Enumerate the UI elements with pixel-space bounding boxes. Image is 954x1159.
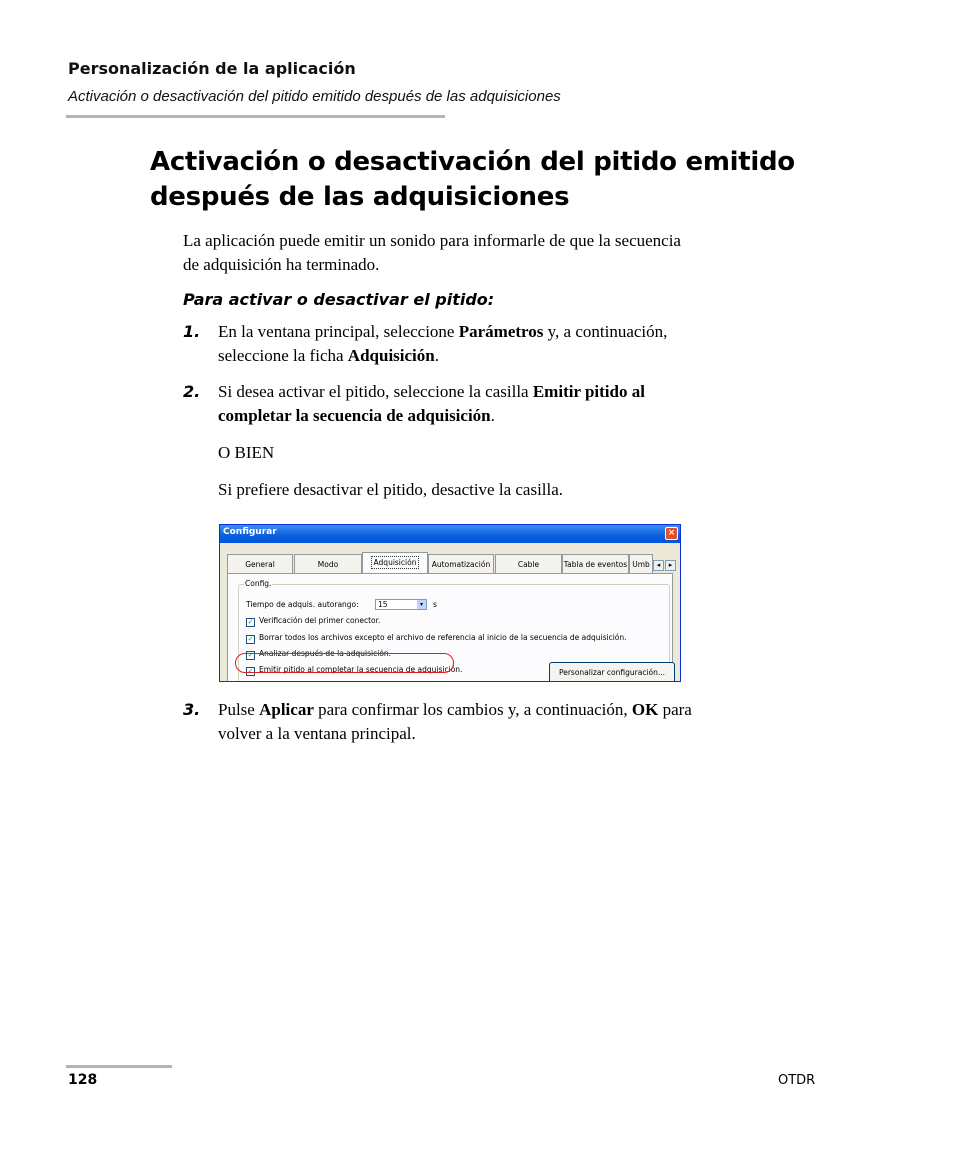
alt-instruction: Si prefiere desactivar el pitido, desactive la casilla.	[218, 480, 564, 499]
adquisicion-term: Adquisición	[347, 346, 435, 365]
page-title	[150, 145, 870, 215]
checkbox-analyze[interactable]: ✓	[247, 651, 254, 659]
tab-cable[interactable]: Cable	[495, 554, 562, 573]
autorange-value: 15	[378, 600, 388, 609]
checkbox-name-term-1: Emitir pitido al	[532, 382, 645, 401]
checkbox-first-connector[interactable]: ✓	[247, 618, 254, 626]
page-title-line1: Activación o desactivación del pitido emitido	[150, 147, 795, 177]
dialog-title: Configurar	[223, 527, 277, 537]
header-rule	[66, 115, 445, 118]
page-number: 128	[68, 1072, 98, 1088]
step-1-text: En la ventana principal, seleccione Parámetros y, a continuación, seleccione la ficha Adquisición.	[218, 322, 668, 365]
step-2-number: 2.	[183, 382, 201, 401]
beep-checkbox-highlight	[235, 653, 454, 673]
autorange-label: Tiempo de adquis. autorango:	[246, 600, 359, 609]
checkbox-name-term-2: completar la secuencia de adquisición	[218, 406, 491, 425]
procedure-title: Para activar o desactivar el pitido:	[183, 290, 495, 309]
tab-scroll-left-icon[interactable]: ◂	[653, 560, 664, 571]
tab-adquisicion[interactable]: Adquisición	[362, 552, 428, 574]
intro-line1: La aplicación puede emitir un sonido para informarle de que la secuencia	[183, 231, 681, 250]
intro-paragraph	[183, 229, 833, 277]
step-3-text: Pulse Aplicar para confirmar los cambios y, a continuación, OK para volver a la ventana principal.	[218, 700, 692, 743]
config-group-label: Config.	[245, 579, 272, 588]
footer-rule	[66, 1065, 172, 1068]
tab-general[interactable]: General	[227, 554, 293, 573]
checkbox-label: Emitir pitido al completar la secuencia de adquisición.	[259, 665, 463, 674]
page-title-line2: después de las adquisiciones	[150, 182, 570, 212]
checkbox-beep[interactable]: ✓	[247, 667, 254, 675]
running-header-subsection: Activación o desactivación del pitido emitido después de las adquisiciones	[68, 88, 561, 105]
tab-umbrales[interactable]: Umb	[629, 554, 653, 573]
tab-strip	[227, 552, 650, 574]
chevron-down-icon[interactable]: ▾	[417, 600, 426, 609]
or-text: O BIEN	[218, 443, 275, 462]
step-1-number: 1.	[183, 322, 201, 341]
checkbox-delete-files[interactable]: ✓	[247, 635, 254, 643]
customize-config-button[interactable]: Personalizar configuración...	[549, 662, 675, 682]
checkbox-row-first-connector[interactable]	[246, 616, 380, 627]
ok-term: OK	[631, 700, 659, 719]
checkbox-row-delete-files[interactable]	[246, 633, 627, 644]
autorange-unit: s	[433, 600, 437, 609]
product-name: OTDR	[778, 1073, 816, 1088]
step-3-number: 3.	[183, 700, 201, 719]
checkbox-label: Analizar después de la adquisición.	[259, 649, 392, 658]
step-2-text: Si desea activar el pitido, seleccione la casilla Emitir pitido al completar la secuencia de adquisición.	[218, 382, 645, 425]
intro-line2: de adquisición ha terminado.	[183, 255, 380, 274]
parametros-term: Parámetros	[458, 322, 544, 341]
autorange-select[interactable]	[375, 599, 427, 610]
running-header-section: Personalización de la aplicación	[68, 59, 356, 78]
tab-modo[interactable]: Modo	[294, 554, 362, 573]
dialog-titlebar	[220, 525, 680, 543]
checkbox-label: Borrar todos los archivos excepto el archivo de referencia al inicio de la secuencia de adquisición.	[259, 633, 627, 642]
tab-automatizacion[interactable]: Automatización	[428, 554, 494, 573]
close-icon[interactable]: ×	[665, 527, 678, 540]
tab-tabla-de-eventos[interactable]: Tabla de eventos	[562, 554, 629, 573]
checkbox-label: Verificación del primer conector.	[259, 616, 381, 625]
aplicar-term: Aplicar	[259, 700, 314, 719]
tab-scroll-right-icon[interactable]: ▸	[665, 560, 676, 571]
